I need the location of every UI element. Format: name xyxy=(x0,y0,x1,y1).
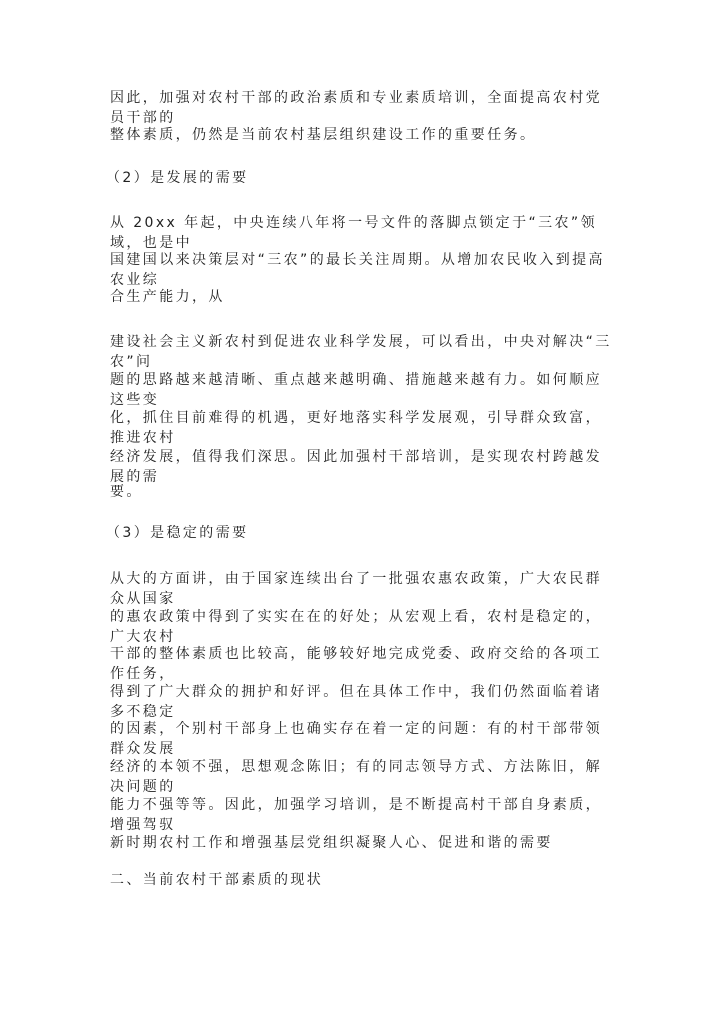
paragraph-line: 得到了广大群众的拥护和好评。但在具体工作中，我们仍然面临着诸多不稳定 xyxy=(110,684,602,720)
paragraph-line: 从大的方面讲，由于国家连续出台了一批强农惠农政策，广大农民群众从国家 xyxy=(110,571,602,607)
paragraph-line: 经济发展，值得我们深思。因此加强村干部培训，是实现农村跨越发展的需 xyxy=(110,449,602,485)
paragraph-line: 的惠农政策中得到了实实在在的好处；从宏观上看，农村是稳定的，广大农村 xyxy=(110,609,602,645)
paragraph-line: 题的思路越来越清晰、重点越来越明确、措施越来越有力。如何顺应这些变 xyxy=(110,372,602,408)
paragraph-line: 干部的整体素质也比较高，能够较好地完成党委、政府交给的各项工作任务， xyxy=(110,646,602,682)
paragraph-line: 从 20xx 年起，中央连续八年将一号文件的落脚点锁定于“三农”领域，也是中 xyxy=(110,215,597,251)
section-heading: （3）是稳定的需要 xyxy=(106,525,249,541)
section-heading: （2）是发展的需要 xyxy=(106,170,249,186)
paragraph-line: 合生产能力，从 xyxy=(110,289,225,305)
paragraph-line: 化，抓住目前难得的机遇，更好地落实科学发展观，引导群众致富，推进农村 xyxy=(110,410,602,446)
paragraph-line: 能力不强等等。因此，加强学习培训，是不断提高村干部自身素质，增强驾驭 xyxy=(110,797,602,833)
paragraph-line: 的因素，个别村干部身上也确实存在着一定的问题：有的村干部带领群众发展 xyxy=(110,721,602,757)
paragraph-line: 经济的本领不强，思想观念陈旧；有的同志领导方式、方法陈旧，解决问题的 xyxy=(110,759,602,795)
paragraph-line: 新时期农村工作和增强基层党组织凝聚人心、促进和谐的需要 xyxy=(110,835,553,851)
paragraph-line: 要。 xyxy=(110,484,143,500)
paragraph-line: 整体素质，仍然是当前农村基层组织建设工作的重要任务。 xyxy=(110,127,537,143)
paragraph-line: 国建国以来决策层对“三农”的最长关注周期。从增加农民收入到提高农业综 xyxy=(110,252,605,288)
section-heading: 二、当前农村干部素质的现状 xyxy=(110,872,324,888)
paragraph-line: 建设社会主义新农村到促进农业科学发展，可以看出，中央对解决“三农”问 xyxy=(110,334,612,370)
paragraph-line: 因此，加强对农村干部的政治素质和专业素质培训，全面提高农村党员干部的 xyxy=(110,90,602,126)
